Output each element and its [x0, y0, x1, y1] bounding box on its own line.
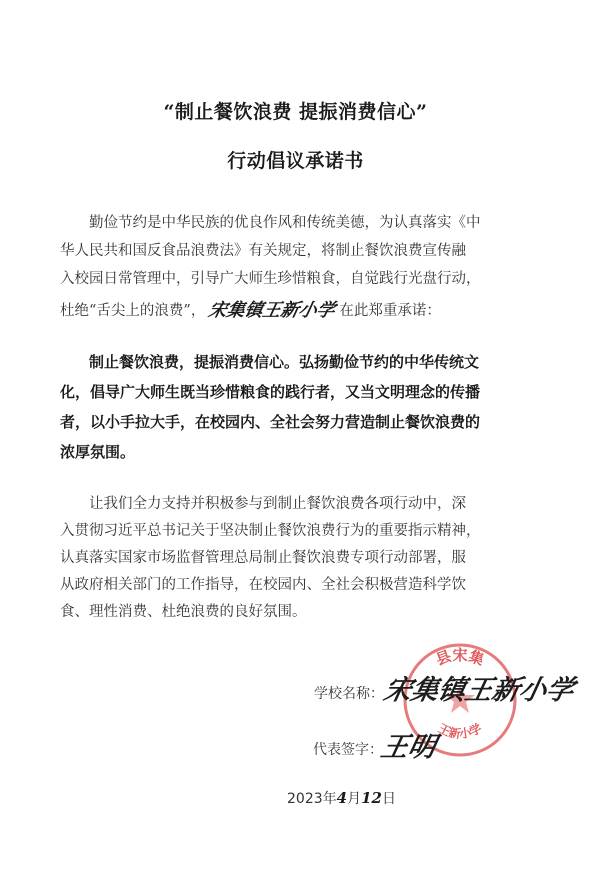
seal-text-top: 县宋集 [433, 646, 487, 670]
support-line-1: 让我们全力支持并积极参与到制止餐饮浪费各项行动中，深 [89, 496, 466, 512]
date-year: 2023 [287, 791, 323, 807]
intro-line-4-pre: 杜绝“舌尖上的浪费”， [60, 303, 206, 319]
handwritten-school-name: 宋集镇王新小学 [381, 675, 577, 706]
date-day-char: 日 [381, 791, 396, 807]
pledge-line-3: 者，以小手拉大手，在校园内、全社会努力营造制止餐饮浪费的 [60, 413, 481, 431]
intro-line-3: 入校园日常管理中，引导广大师生珍惜粮食，自觉践行光盘行动， [60, 271, 481, 287]
document-date [287, 788, 396, 808]
date-day-handwritten: 12 [361, 789, 382, 807]
support-line-4: 从政府相关部门的工作指导，在校园内、全社会积极营造科学饮 [60, 577, 466, 593]
intro-line-2: 华人民共和国反食品浪费法》有关规定，将制止餐饮浪费宣传融 [60, 243, 466, 259]
pledge-line-2: 化，倡导广大师生既当珍惜粮食的践行者，又当文明理念的传播 [60, 383, 481, 401]
representative-label: 代表签字： [313, 742, 383, 758]
intro-line-4 [60, 295, 441, 321]
date-year-char: 年 [322, 791, 337, 807]
date-month-handwritten: 4 [336, 789, 348, 807]
seal-text-bottom: 王新小学 [435, 721, 485, 742]
date-month-char: 月 [347, 791, 362, 807]
document-subtitle: 行动倡议承诺书 [227, 150, 364, 172]
pledge-line-1: 制止餐饮浪费，提振消费信心。弘扬勤俭节约的中华传统文 [89, 353, 480, 371]
document-title: “制止餐饮浪费 提振消费信心” [163, 101, 428, 123]
handwritten-school-name-inline: 宋集镇王新小学 [206, 300, 338, 321]
support-line-2: 入贯彻习近平总书记关于坚决制止餐饮浪费行为的重要指示精神， [60, 523, 481, 539]
intro-line-4-post: 在此郑重承诺： [339, 303, 441, 319]
support-line-3: 认真落实国家市场监督管理总局制止餐饮浪费专项行动部署，服 [60, 550, 466, 566]
pledge-line-4: 浓厚氛围。 [60, 443, 136, 461]
intro-line-1: 勤俭节约是中华民族的优良作风和传统美德，为认真落实《中 [89, 215, 481, 231]
support-line-5: 食、理性消费、杜绝浪费的良好氛围。 [60, 604, 307, 620]
handwritten-representative-signature: 王明 [378, 732, 439, 763]
school-name-label: 学校名称： [314, 686, 384, 702]
